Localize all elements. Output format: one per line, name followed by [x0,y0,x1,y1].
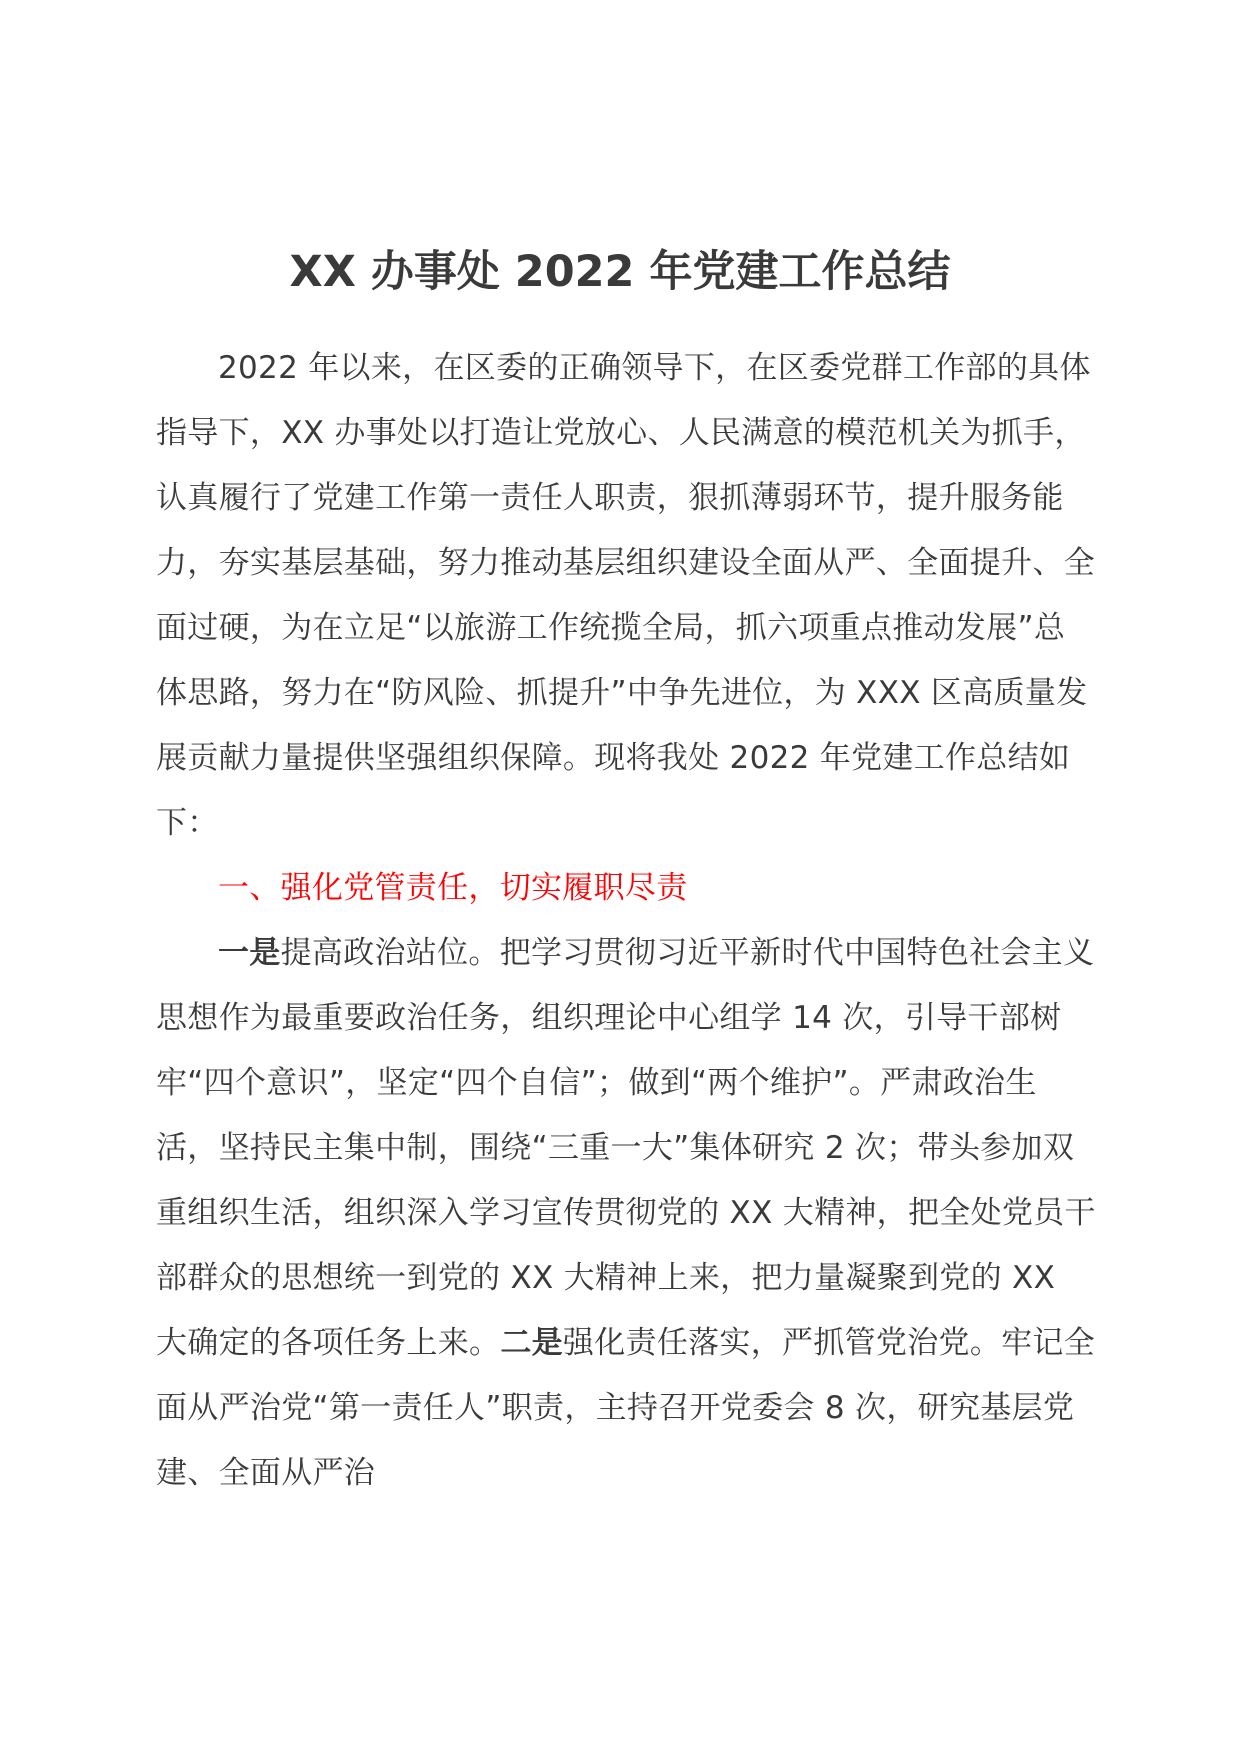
point2-lead: 二是 [500,1325,563,1361]
document-title: XX 办事处 2022 年党建工作总结 [289,247,951,297]
intro-paragraph: 2022 年以来，在区委的正确领导下，在区委党群工作部的具体指导下，XX 办事处以打造让党放心、人民满意的模范机关为抓手，认真履行了党建工作第一责任人职责，狠抓薄弱环节，提升服务能力，夯实基层基础，努力推动基层组织建设全面从严、全面提升、全面过硬，为在立足“以旅游工作统揽全局，抓六项重点推动发展”总体思路，努力在“防风险、抓提升”中争先进位，为 XXX 区高质量发展贡献力量提供坚强组织保障。现将我处 2022 年党建工作总结如下： [156,350,1095,841]
point1-lead: 一是 [218,935,281,971]
point-paragraph [156,921,1096,1506]
document-body [156,336,1096,1506]
point1-text: 提高政治站位。把学习贯彻习近平新时代中国特色社会主义思想作为最重要政治任务，组织理论中心组学 14 次，引导干部树牢“四个意识”，坚定“四个自信”；做到“两个维护”。严肃政治生活，坚持民主集中制，围绕“三重一大”集体研究 2 次；带头参加双重组织生活，组织深入学习宣传贯彻党的 XX 大精神，把全处党员干部群众的思想统一到党的 XX 大精神上来，把力量凝聚到党的 XX 大确定的各项任务上来。 [156,935,1096,1361]
point2-text: 强化责任落实，严抓管党治党。牢记全面从严治党“第一责任人”职责，主持召开党委会 8 次，研究基层党建、全面从严治 [156,1325,1096,1491]
section-heading: 一、强化党管责任，切实履职尽责 [218,870,688,906]
